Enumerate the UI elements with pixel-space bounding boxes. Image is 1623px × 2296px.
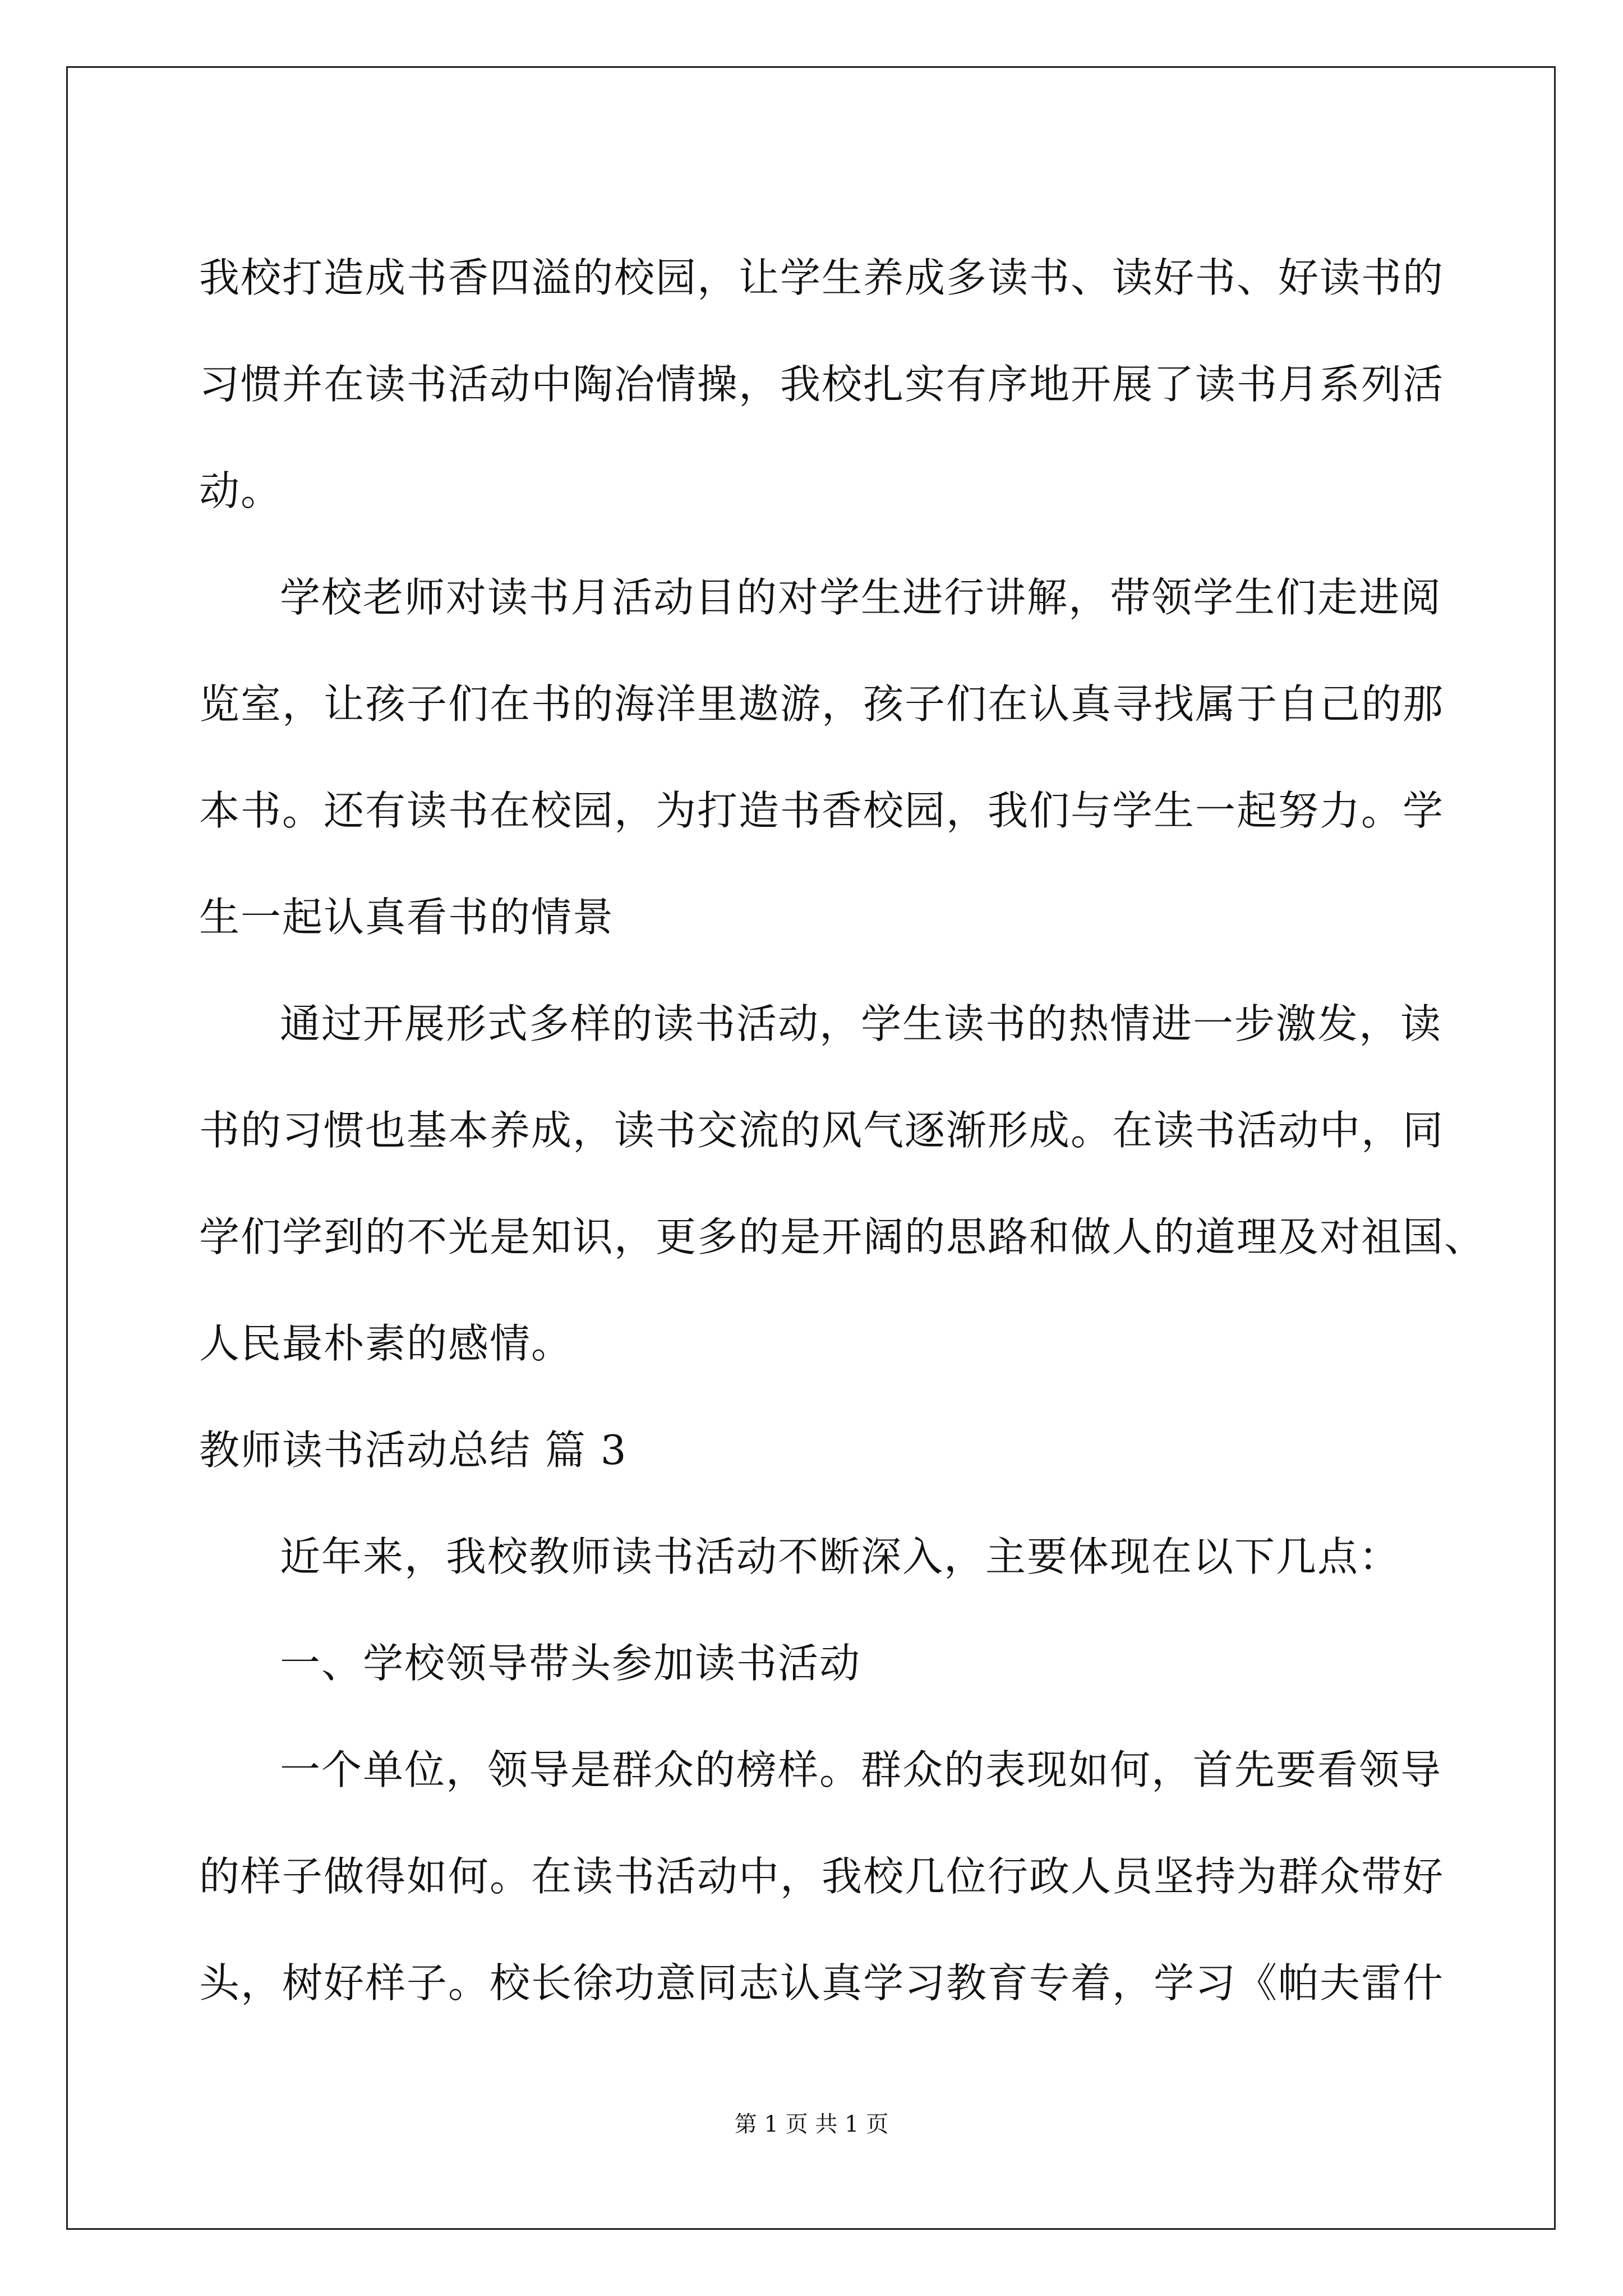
section-heading: 教师读书活动总结 篇 3 bbox=[199, 1427, 628, 1474]
text-line: 览室，让孩子们在书的海洋里遨游，孩子们在认真寻找属于自己的那 bbox=[199, 680, 1445, 728]
text-line: 我校打造成书香四溢的校园，让学生养成多读书、读好书、好读书的 bbox=[199, 254, 1445, 301]
paragraph-first-line: 近年来，我校教师读书活动不断深入，主要体现在以下几点： bbox=[280, 1533, 1401, 1580]
document-body bbox=[199, 224, 1486, 2036]
text-line: 习惯并在读书活动中陶冶情操，我校扎实有序地开展了读书月系列活 bbox=[199, 361, 1445, 408]
paragraph-first-line: 学校老师对读书月活动目的对学生进行讲解，带领学生们走进阅 bbox=[280, 574, 1442, 621]
text-line: 头，树好样子。校长徐功意同志认真学习教育专着，学习《帕夫雷什 bbox=[199, 1959, 1445, 2007]
page-footer: 第 1 页 共 1 页 bbox=[734, 2111, 889, 2137]
paragraph-first-line: 一个单位，领导是群众的榜样。群众的表现如何，首先要看领导 bbox=[280, 1746, 1442, 1793]
text-line: 书的习惯也基本养成，读书交流的风气逐渐形成。在读书活动中，同 bbox=[199, 1107, 1445, 1154]
paragraph-first-line: 通过开展形式多样的读书活动，学生读书的热情进一步激发，读 bbox=[280, 1000, 1442, 1047]
text-line: 的样子做得如何。在读书活动中，我校几位行政人员坚持为群众带好 bbox=[199, 1853, 1445, 1900]
text-line: 人民最朴素的感情。 bbox=[199, 1320, 573, 1367]
text-line: 动。 bbox=[199, 467, 283, 514]
text-line: 本书。还有读书在校园，为打造书香校园，我们与学生一起努力。学 bbox=[199, 787, 1445, 834]
text-line: 生一起认真看书的情景 bbox=[199, 894, 615, 941]
subsection-heading: 一、学校领导带头参加读书活动 bbox=[280, 1640, 861, 1687]
text-line: 学们学到的不光是知识，更多的是开阔的思路和做人的道理及对祖国、 bbox=[199, 1213, 1486, 1260]
